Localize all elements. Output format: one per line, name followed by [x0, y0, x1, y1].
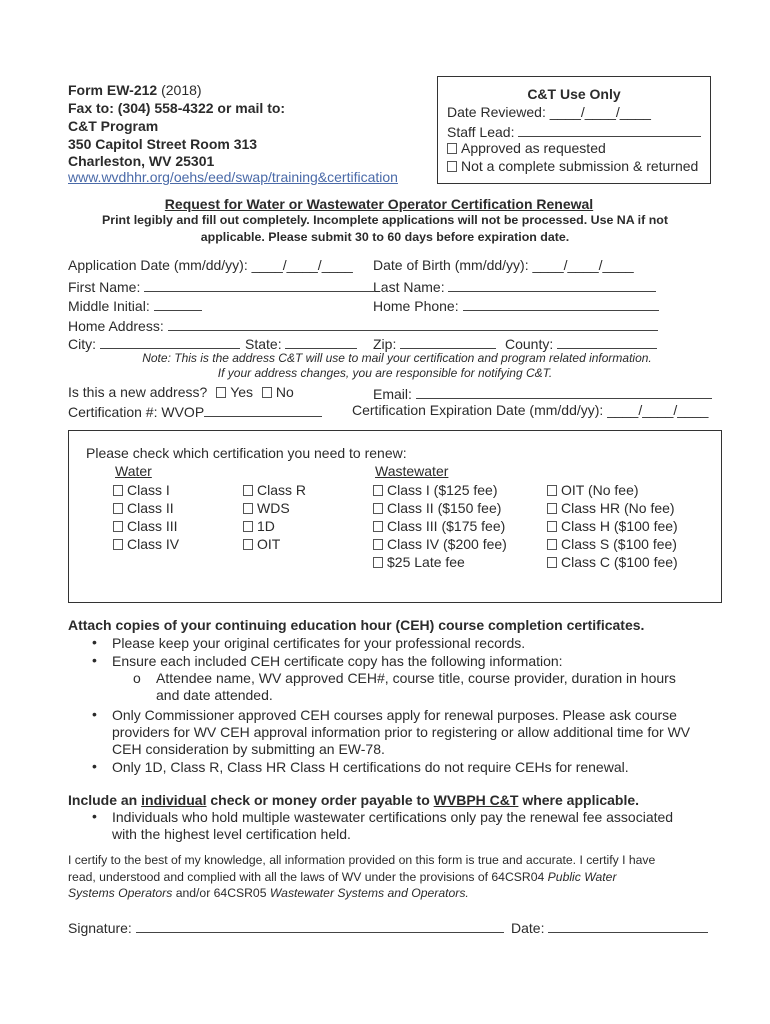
no-checkbox[interactable]	[262, 387, 272, 398]
ww-class-iii[interactable]	[373, 518, 505, 534]
signature-line[interactable]	[136, 918, 504, 933]
street-address: 350 Capitol Street Room 313	[68, 136, 258, 152]
bullet-icon: •	[92, 808, 97, 824]
water-oit[interactable]	[243, 536, 280, 552]
water-1d-label: 1D	[257, 518, 275, 534]
form-title-text: Request for Water or Wastewater Operator Certification Renewal	[164, 196, 594, 212]
payment-heading-pre: Include an	[68, 792, 142, 808]
ww-class-ii[interactable]	[373, 500, 501, 516]
ww-class-h[interactable]	[547, 518, 678, 534]
ceh-bullet-4: Only 1D, Class R, Class HR Class H certifications do not require CEHs for renewal.	[112, 759, 629, 775]
bullet-icon: •	[92, 706, 97, 722]
middle-initial-label: Middle Initial:	[68, 298, 150, 314]
staff-lead-line[interactable]	[518, 122, 701, 137]
ww-class-ii-label: Class II ($150 fee)	[387, 500, 502, 516]
zip-field[interactable]	[373, 334, 496, 352]
water-heading: Water	[115, 463, 152, 479]
ceh-sub-bullet-line-2: and date attended.	[156, 687, 273, 703]
last-name-line[interactable]	[448, 277, 656, 292]
ww-class-ii-checkbox[interactable]	[373, 503, 383, 514]
payment-heading-payee: WVBPH C&T	[433, 792, 519, 808]
payment-bullet-line-2: with the highest level certification held.	[112, 826, 351, 842]
water-oit-label: OIT	[257, 536, 281, 552]
ww-late-fee-label: $25 Late fee	[387, 554, 465, 570]
water-class-r-label: Class R	[257, 482, 307, 498]
ww-class-iv-label: Class IV ($200 fee)	[387, 536, 507, 552]
bullet-icon: •	[92, 634, 97, 650]
ww-oit-checkbox[interactable]	[547, 485, 557, 496]
water-class-ii-checkbox[interactable]	[113, 503, 123, 514]
email-label: Email:	[373, 386, 412, 402]
water-oit-checkbox[interactable]	[243, 539, 253, 550]
ct-use-only-title: C&T Use Only	[527, 86, 621, 102]
form-year: (2018)	[161, 82, 202, 98]
water-class-iv[interactable]	[113, 536, 179, 552]
county-line[interactable]	[557, 334, 657, 349]
ww-class-c-label: Class C ($100 fee)	[561, 554, 678, 570]
wastewater-heading: Wastewater	[375, 463, 449, 479]
instructions-line-2: applicable. Please submit 30 to 60 days before expiration date.	[200, 230, 570, 244]
date-label: Date:	[511, 920, 545, 936]
ww-oit-label: OIT (No fee)	[561, 482, 639, 498]
ww-class-s[interactable]	[547, 536, 677, 552]
not-complete-option[interactable]	[447, 158, 698, 174]
city-state: Charleston, WV 25301	[68, 153, 215, 169]
bullet-icon: •	[92, 758, 97, 774]
form-id	[68, 82, 202, 98]
water-class-r-checkbox[interactable]	[243, 485, 253, 496]
ww-class-c[interactable]	[547, 554, 678, 570]
water-class-iii-checkbox[interactable]	[113, 521, 123, 532]
yes-label: Yes	[230, 384, 254, 400]
address-note-2: If your address changes, you are responsible for notifying C&T.	[217, 366, 553, 380]
ww-class-hr-label: Class HR (No fee)	[561, 500, 675, 516]
state-label: State:	[245, 336, 282, 352]
form-number: Form EW-212	[68, 82, 158, 98]
website-link[interactable]	[68, 169, 398, 185]
not-complete-checkbox[interactable]	[447, 161, 457, 172]
approved-label: Approved as requested	[461, 140, 606, 156]
signature-label: Signature:	[68, 920, 132, 936]
new-address-question	[68, 384, 294, 400]
date-of-birth-field[interactable]: Date of Birth (mm/dd/yy): ____/____/____	[373, 257, 634, 273]
date-reviewed-field[interactable]: Date Reviewed: ____/____/____	[447, 104, 651, 120]
ww-class-iv[interactable]	[373, 536, 507, 552]
ceh-heading: Attach copies of your continuing education hour (CEH) course completion certificates.	[68, 617, 645, 633]
yes-checkbox[interactable]	[216, 387, 226, 398]
form-title	[0, 196, 764, 212]
ww-class-h-label: Class H ($100 fee)	[561, 518, 678, 534]
address-note-1: Note: This is the address C&T will use to mail your certification and program related information.	[142, 351, 652, 365]
ceh-bullet-3-line-2: providers for WV CEH approval information prior to registering or allow additional time for WV	[112, 724, 691, 740]
city-field[interactable]	[68, 334, 240, 352]
certify-line-3-italic-2: Wastewater Systems and Operators.	[269, 886, 469, 900]
payment-heading-individual: individual	[141, 792, 207, 808]
state-field[interactable]	[245, 334, 357, 352]
payment-heading	[68, 792, 639, 808]
first-name-field[interactable]	[68, 277, 374, 295]
fax-line: Fax to: (304) 558-4322 or mail to:	[68, 100, 286, 116]
certify-line-3	[68, 886, 469, 900]
ceh-bullet-1: Please keep your original certificates for your professional records.	[112, 635, 526, 651]
certify-line-3-text: and/or 64CSR05	[175, 886, 267, 900]
water-1d-checkbox[interactable]	[243, 521, 253, 532]
ceh-sub-bullet-line-1: Attendee name, WV approved CEH#, course title, course provider, duration in hours	[156, 670, 676, 686]
certification-expiration-field[interactable]: Certification Expiration Date (mm/dd/yy): ____/____/____	[352, 402, 709, 418]
certify-line-2-italic: Public Water	[547, 870, 617, 884]
approved-option[interactable]	[447, 140, 606, 156]
home-phone-label: Home Phone:	[373, 298, 459, 314]
certification-number-line[interactable]	[204, 402, 322, 417]
date-field[interactable]	[511, 918, 708, 936]
no-label: No	[275, 384, 294, 400]
ww-class-iii-label: Class III ($175 fee)	[387, 518, 506, 534]
water-wds-label: WDS	[257, 500, 290, 516]
water-class-iii[interactable]	[113, 518, 178, 534]
first-name-line[interactable]	[144, 277, 374, 292]
ct-use-only-box	[437, 76, 711, 184]
ceh-bullet-3-line-3: CEH consideration by submitting an EW-78.	[112, 741, 385, 757]
instructions-line-1: Print legibly and fill out completely. Incomplete applications will not be processed. Use NA if not	[102, 213, 668, 227]
approved-checkbox[interactable]	[447, 143, 457, 154]
certify-line-3-italic-1: Systems Operators	[68, 886, 173, 900]
certify-line-2-text: read, understood and complied with all the laws of WV under the provisions of 64CSR04	[68, 870, 545, 884]
water-class-i-label: Class I	[127, 482, 170, 498]
renewal-selection-box	[68, 430, 722, 603]
signature-field[interactable]	[68, 918, 504, 936]
certify-line-1: I certify to the best of my knowledge, all information provided on this form is true and accurate. I certify I have	[68, 853, 656, 867]
last-name-field[interactable]	[373, 277, 656, 295]
ww-class-iii-checkbox[interactable]	[373, 521, 383, 532]
zip-line[interactable]	[400, 334, 496, 349]
program-name: C&T Program	[68, 118, 159, 134]
ww-late-fee[interactable]	[373, 554, 465, 570]
water-class-ii[interactable]	[113, 500, 174, 516]
ww-class-s-label: Class S ($100 fee)	[561, 536, 677, 552]
website-url[interactable]: www.wvdhhr.org/oehs/eed/swap/training&certification	[68, 169, 398, 185]
sub-bullet-icon: o	[133, 670, 141, 686]
water-wds[interactable]	[243, 500, 290, 516]
ww-class-hr-checkbox[interactable]	[547, 503, 557, 514]
water-class-ii-label: Class II	[127, 500, 174, 516]
payment-bullet-line-1: Individuals who hold multiple wastewater certifications only pay the renewal fee associated	[112, 809, 674, 825]
state-line[interactable]	[285, 334, 357, 349]
new-address-label: Is this a new address?	[68, 384, 208, 400]
water-class-i[interactable]	[113, 482, 170, 498]
ceh-bullet-2: Ensure each included CEH certificate copy has the following information:	[112, 653, 563, 669]
water-class-r[interactable]	[243, 482, 306, 498]
ww-class-i-checkbox[interactable]	[373, 485, 383, 496]
ww-class-i[interactable]	[373, 482, 498, 498]
application-date-field[interactable]: Application Date (mm/dd/yy): ____/____/____	[68, 257, 353, 273]
home-address-field[interactable]	[68, 316, 658, 334]
county-field[interactable]	[505, 334, 657, 352]
water-class-iv-label: Class IV	[127, 536, 180, 552]
ww-class-c-checkbox[interactable]	[547, 557, 557, 568]
certification-number-label: Certification #: WVOP	[68, 404, 205, 420]
email-field[interactable]	[373, 384, 712, 402]
water-class-iii-label: Class III	[127, 518, 178, 534]
home-phone-field[interactable]	[373, 296, 659, 314]
county-label: County:	[505, 336, 554, 352]
last-name-label: Last Name:	[373, 279, 445, 295]
home-address-line[interactable]	[168, 316, 658, 331]
payment-heading-mid: check or money order payable to	[206, 792, 434, 808]
bullet-icon: •	[92, 652, 97, 668]
email-line[interactable]	[416, 384, 712, 399]
ww-class-h-checkbox[interactable]	[547, 521, 557, 532]
not-complete-label: Not a complete submission & returned	[461, 158, 699, 174]
city-label: City:	[68, 336, 96, 352]
water-class-iv-checkbox[interactable]	[113, 539, 123, 550]
water-1d[interactable]	[243, 518, 275, 534]
renewal-prompt: Please check which certification you need to renew:	[86, 445, 407, 461]
zip-label: Zip:	[373, 336, 397, 352]
water-class-i-checkbox[interactable]	[113, 485, 123, 496]
certification-number-field[interactable]	[68, 402, 322, 420]
ww-class-i-label: Class I ($125 fee)	[387, 482, 498, 498]
first-name-label: First Name:	[68, 279, 141, 295]
staff-lead-field[interactable]	[447, 122, 701, 140]
ww-late-fee-checkbox[interactable]	[373, 557, 383, 568]
date-line[interactable]	[548, 918, 708, 933]
water-wds-checkbox[interactable]	[243, 503, 253, 514]
home-address-label: Home Address:	[68, 318, 164, 334]
middle-initial-field[interactable]	[68, 296, 202, 314]
payment-heading-post: where applicable.	[518, 792, 640, 808]
staff-lead-label: Staff Lead:	[447, 124, 515, 140]
ww-class-s-checkbox[interactable]	[547, 539, 557, 550]
middle-initial-line[interactable]	[154, 296, 202, 311]
ww-oit[interactable]	[547, 482, 639, 498]
certify-line-2	[68, 870, 617, 884]
home-phone-line[interactable]	[463, 296, 659, 311]
ww-class-hr[interactable]	[547, 500, 675, 516]
ww-class-iv-checkbox[interactable]	[373, 539, 383, 550]
city-line[interactable]	[100, 334, 240, 349]
ceh-bullet-3-line-1: Only Commissioner approved CEH courses apply for renewal purposes. Please ask course	[112, 707, 677, 723]
